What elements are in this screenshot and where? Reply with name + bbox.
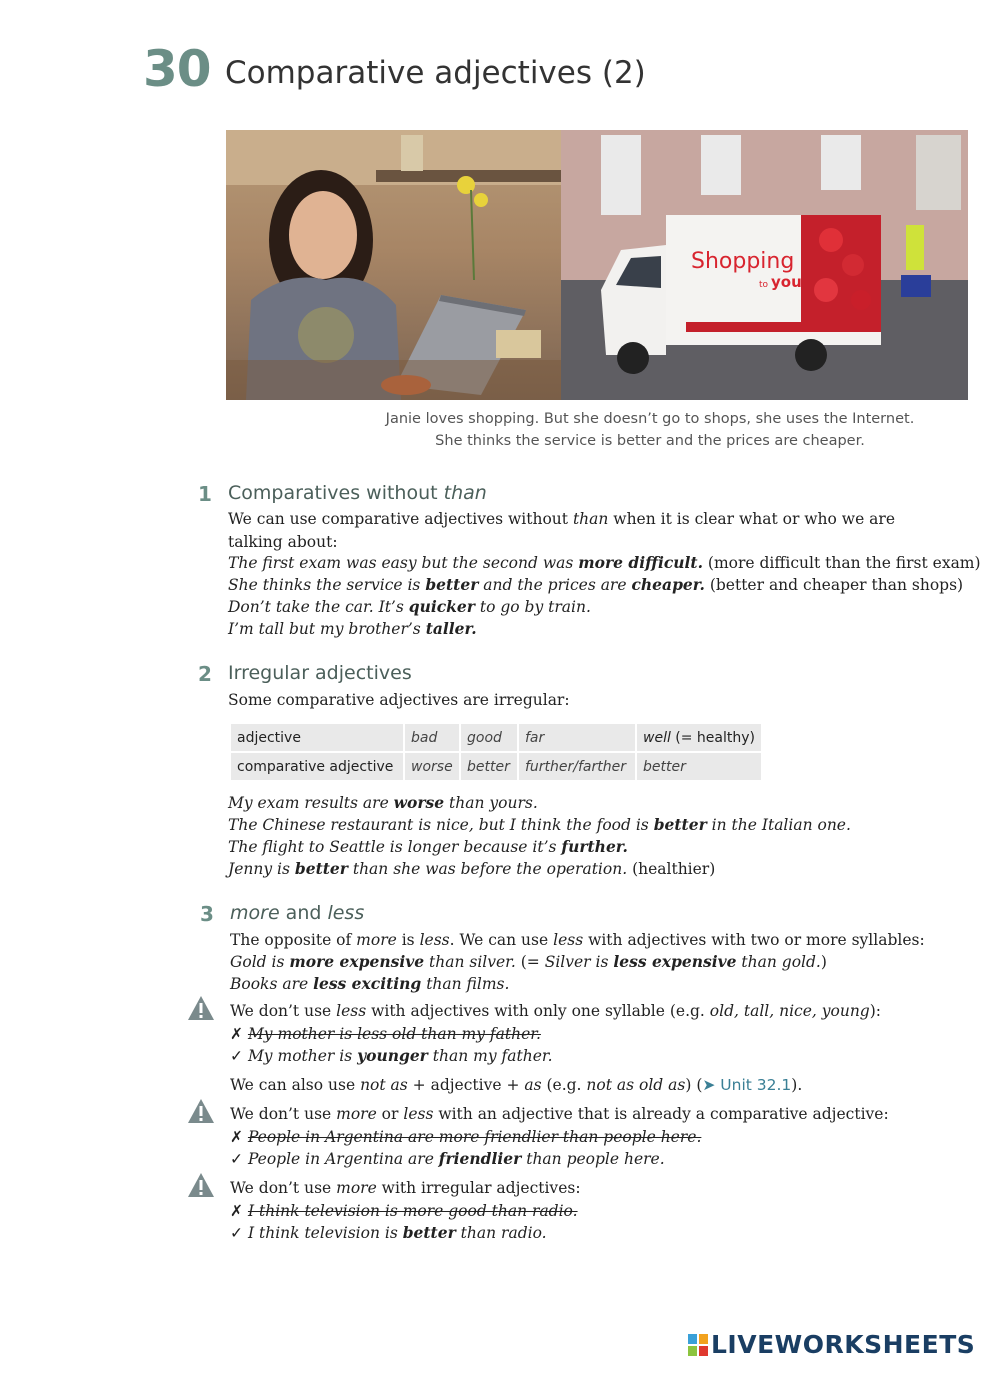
warning-3-text: We don’t use more with irregular adjectives: (230, 1179, 581, 1197)
table-cell: better (637, 753, 761, 780)
tick-icon: ✓ (230, 1224, 243, 1242)
table-cell: worse (405, 753, 459, 780)
table-cell: further/farther (519, 753, 635, 780)
woman-laptop-illustration (226, 130, 561, 400)
warning-2-right-example: ✓ People in Argentina are friendlier than people here. (230, 1149, 665, 1168)
table-cell: better (461, 753, 517, 780)
caption-line-1: Janie loves shopping. But she doesn’t go to shops, she uses the Internet. (385, 411, 915, 427)
table-cell: bad (405, 724, 459, 751)
table-cell: well (= healthy) (637, 724, 761, 751)
liveworksheets-logo[interactable] (688, 1330, 975, 1359)
table-row (231, 753, 761, 780)
section-2-example-3: The flight to Seattle is longer because it’s further. (228, 837, 628, 856)
warning-2-wrong-example: ✗ People in Argentina are more friendlier than people here. (230, 1128, 702, 1146)
table-cell: far (519, 724, 635, 751)
table-row (231, 724, 761, 751)
delivery-van-photo (561, 130, 968, 400)
warning-icon (187, 1098, 215, 1124)
section-2-intro: Some comparative adjectives are irregular: (228, 691, 570, 709)
warning-2-text: We don’t use more or less with an adjective that is already a comparative adjective: (230, 1105, 889, 1123)
cross-icon: ✗ (230, 1202, 243, 1220)
page-title: Comparative adjectives (2) (225, 55, 646, 91)
section-3-example-2: Books are less exciting than films. (230, 974, 510, 993)
section-3-example-1: Gold is more expensive than silver. (= Silver is less expensive than gold.) (230, 952, 827, 971)
cross-icon: ✗ (230, 1025, 243, 1043)
section-1-example-2: She thinks the service is better and the prices are cheaper. (better and cheaper than shops) (228, 575, 964, 594)
section-1-intro: We can use comparative adjectives without than when it is clear what or who we are (228, 510, 895, 528)
van-illustration (561, 130, 968, 400)
warning-1-wrong-example: ✗ My mother is less old than my father. (230, 1025, 541, 1043)
table-cell: adjective (231, 724, 403, 751)
van-brand-text: Shopping (691, 249, 795, 274)
van-brand-small: to (759, 280, 769, 290)
section-1-number: 1 (198, 482, 212, 506)
not-as-note: We can also use not as + adjective + as (e.g. not as old as) (➤ Unit 32.1). (230, 1076, 803, 1094)
section-2-example-4: Jenny is better than she was before the operation. (healthier) (228, 859, 716, 878)
liveworksheets-text: LIVEWORKSHEETS (711, 1330, 976, 1359)
warning-1-right-example: ✓ My mother is younger than my father. (230, 1046, 553, 1065)
section-2-number: 2 (198, 662, 212, 686)
section-2-title: Irregular adjectives (228, 662, 412, 684)
irregular-adjectives-table (229, 722, 763, 782)
section-3-title: more and less (230, 902, 365, 924)
section-1-example-1: The first exam was easy but the second was more difficult. (more difficult than the first exam) (228, 553, 981, 572)
warning-1-text: We don’t use less with adjectives with only one syllable (e.g. old, tall, nice, young): (230, 1002, 882, 1020)
section-1-intro-cont: talking about: (228, 533, 338, 551)
section-1-example-3: Don’t take the car. It’s quicker to go by train. (228, 597, 591, 616)
section-2-example-1: My exam results are worse than yours. (228, 793, 538, 812)
warning-3-right-example: ✓ I think television is better than radio. (230, 1223, 547, 1242)
section-3-intro: The opposite of more is less. We can use less with adjectives with two or more syllables: (230, 931, 925, 949)
van-brand-you: you (771, 273, 802, 291)
woman-laptop-photo (226, 130, 561, 400)
tick-icon: ✓ (230, 1150, 243, 1168)
unit-number: 30 (143, 40, 211, 98)
section-1-example-4: I’m tall but my brother’s taller. (228, 619, 477, 638)
warning-icon (187, 995, 215, 1021)
section-2-example-2: The Chinese restaurant is nice, but I think the food is better in the Italian one. (228, 815, 851, 834)
warning-3-wrong-example: ✗ I think television is more good than radio. (230, 1202, 578, 1220)
section-1-title: Comparatives without than (228, 482, 487, 504)
caption-line-2: She thinks the service is better and the prices are cheaper. (435, 433, 865, 449)
warning-icon (187, 1172, 215, 1198)
cross-icon: ✗ (230, 1128, 243, 1146)
tick-icon: ✓ (230, 1047, 243, 1065)
unit-32-link[interactable]: ➤ Unit 32.1 (702, 1076, 792, 1094)
photo-caption (300, 408, 999, 452)
table-cell: good (461, 724, 517, 751)
table-cell: comparative adjective (231, 753, 403, 780)
liveworksheets-mark-icon (688, 1334, 708, 1356)
section-3-number: 3 (200, 902, 214, 926)
